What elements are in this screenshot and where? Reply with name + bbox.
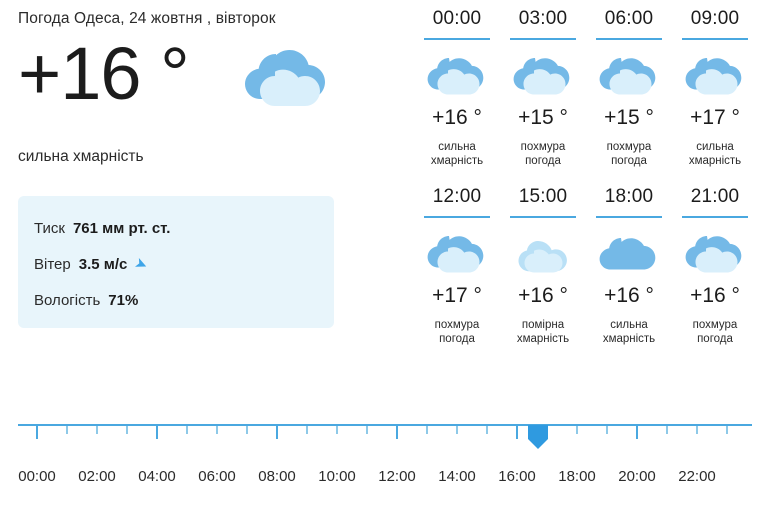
forecast-cell[interactable] — [586, 8, 672, 170]
tick-major — [36, 426, 38, 439]
timeline-label: 18:00 — [558, 468, 596, 485]
overcast-icon — [586, 48, 672, 102]
tick-minor — [456, 426, 458, 434]
timeline-label: 22:00 — [678, 468, 716, 485]
forecast-cell[interactable] — [414, 8, 500, 170]
tick-major — [276, 426, 278, 439]
tick-minor — [186, 426, 188, 434]
forecast-cell[interactable] — [672, 186, 758, 348]
forecast-desc: похмура погода — [692, 319, 738, 345]
tick-minor — [96, 426, 98, 434]
divider — [510, 38, 576, 40]
forecast-cell[interactable] — [672, 8, 758, 170]
humidity-value: 71% — [108, 291, 139, 309]
overcast-icon — [414, 226, 500, 280]
forecast-cell[interactable] — [414, 186, 500, 348]
forecast-desc: сильна хмарність — [430, 141, 484, 167]
timeline-label: 12:00 — [378, 468, 416, 485]
forecast-temp: +16 ° — [690, 284, 740, 307]
wind-value: 3.5 м/с — [78, 255, 128, 273]
forecast-time: 09:00 — [690, 8, 740, 29]
forecast-temp: +15 ° — [518, 106, 568, 129]
timeline-label: 08:00 — [258, 468, 296, 485]
forecast-time: 21:00 — [690, 186, 740, 207]
current-conditions — [18, 10, 410, 166]
forecast-temp: +16 ° — [604, 284, 654, 307]
tick-minor — [486, 426, 488, 434]
tick-minor — [426, 426, 428, 434]
forecast-desc: помірна хмарність — [516, 319, 570, 345]
timeline-marker-icon[interactable] — [527, 424, 549, 450]
cloudy-icon — [672, 48, 758, 102]
forecast-temp: +17 ° — [432, 284, 482, 307]
tick-minor — [606, 426, 608, 434]
detail-row-pressure — [18, 210, 334, 246]
tick-minor — [216, 426, 218, 434]
wind-label: Вітер — [34, 255, 71, 273]
tick-minor — [66, 426, 68, 434]
current-main — [18, 30, 410, 126]
page-title: Погода Одеса, 24 жовтня , вівторок — [18, 10, 276, 27]
tick-minor — [666, 426, 668, 434]
tick-minor — [336, 426, 338, 434]
forecast-temp: +17 ° — [690, 106, 740, 129]
tick-major — [156, 426, 158, 439]
timeline-label: 00:00 — [18, 468, 56, 485]
forecast-temp: +16 ° — [518, 284, 568, 307]
timeline-label: 06:00 — [198, 468, 236, 485]
divider — [682, 38, 748, 40]
forecast-desc: сильна хмарність — [688, 141, 742, 167]
forecast-time: 00:00 — [432, 8, 482, 29]
overcast-icon — [586, 226, 672, 280]
tick-major — [516, 426, 518, 439]
divider — [596, 38, 662, 40]
tick-minor — [696, 426, 698, 434]
tick-major — [396, 426, 398, 439]
forecast-time: 18:00 — [604, 186, 654, 207]
divider — [424, 216, 490, 218]
tick-minor — [366, 426, 368, 434]
divider — [682, 216, 748, 218]
tick-minor — [726, 426, 728, 434]
pressure-label: Тиск — [34, 219, 65, 237]
timeline-labels — [18, 468, 752, 488]
forecast-cell[interactable] — [500, 186, 586, 348]
cloudy-icon — [414, 48, 500, 102]
humidity-label: Вологість — [34, 291, 101, 309]
tick-minor — [126, 426, 128, 434]
current-description: сильна хмарність — [18, 148, 144, 165]
timeline-label: 04:00 — [138, 468, 176, 485]
forecast-temp: +16 ° — [432, 106, 482, 129]
partly-cloudy-icon — [500, 226, 586, 280]
tick-minor — [246, 426, 248, 434]
details-panel — [18, 196, 334, 328]
overcast-icon — [500, 48, 586, 102]
timeline-label: 20:00 — [618, 468, 656, 485]
current-temperature: +16 ° — [18, 32, 189, 115]
wind-arrow-icon: ➤ — [132, 254, 151, 275]
detail-row-humidity — [18, 282, 334, 318]
tick-major — [636, 426, 638, 439]
tick-minor — [576, 426, 578, 434]
forecast-row-2 — [414, 186, 758, 348]
forecast-time: 03:00 — [518, 8, 568, 29]
divider — [424, 38, 490, 40]
forecast-desc: похмура погода — [434, 319, 480, 345]
cloudy-icon — [236, 40, 340, 115]
forecast-time: 15:00 — [518, 186, 568, 207]
cloudy-icon — [672, 226, 758, 280]
divider — [510, 216, 576, 218]
forecast-temp: +15 ° — [604, 106, 654, 129]
row-spacer — [414, 170, 758, 186]
pressure-value: 761 мм рт. ст. — [72, 219, 171, 237]
hourly-forecast — [414, 8, 758, 348]
timeline-label: 16:00 — [498, 468, 536, 485]
forecast-row-1 — [414, 8, 758, 170]
divider — [596, 216, 662, 218]
timeline-label: 10:00 — [318, 468, 356, 485]
forecast-desc: сильна хмарність — [602, 319, 656, 345]
forecast-time: 06:00 — [604, 8, 654, 29]
timeline-label: 02:00 — [78, 468, 116, 485]
forecast-desc: похмура погода — [520, 141, 566, 167]
tick-minor — [306, 426, 308, 434]
timeline-ticks — [18, 426, 752, 440]
detail-row-wind — [18, 246, 334, 282]
timeline-label: 14:00 — [438, 468, 476, 485]
forecast-cell[interactable] — [500, 8, 586, 170]
forecast-time: 12:00 — [432, 186, 482, 207]
forecast-cell[interactable] — [586, 186, 672, 348]
forecast-desc: похмура погода — [606, 141, 652, 167]
